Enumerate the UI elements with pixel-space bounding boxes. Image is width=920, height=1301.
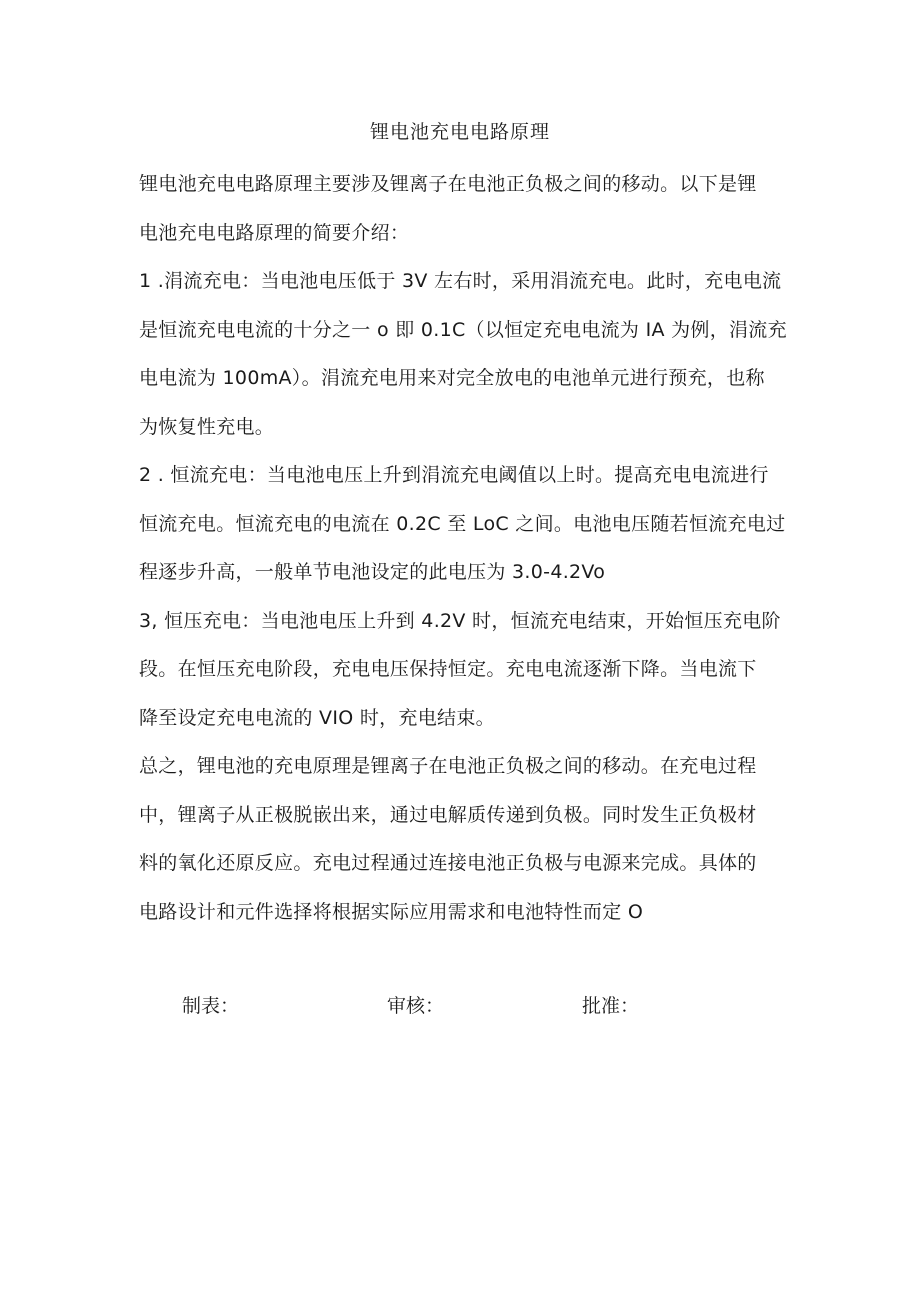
text-line: 2 . 恒流充电：当电池电压上升到涓流充电阈值以上时。提高充电电流进行	[139, 464, 769, 486]
text-line: 降至设定充电电流的 VIO 时，充电结束。	[139, 706, 495, 729]
text-line: 1 .涓流充电：当电池电压低于 3V 左右时，采用涓流充电。此时，充电电流	[139, 270, 782, 292]
paragraph-intro	[139, 160, 784, 257]
document-title: 锂电池充电电路原理	[369, 121, 550, 143]
text-line: 电路设计和元件选择将根据实际应用需求和电池特性而定 O	[139, 900, 644, 923]
text-line: 为恢复性充电。	[139, 415, 275, 438]
signature-row	[0, 990, 920, 1022]
text-line: 段。在恒压充电阶段，充电电压保持恒定。充电电流逐渐下降。当电流下	[139, 658, 757, 680]
paragraph-constant-voltage	[139, 597, 784, 743]
text-line: 电电流为 100mA）。涓流充电用来对完全放电的电池单元进行预充，也称	[139, 367, 765, 389]
signature-approver-label: 批准：	[582, 995, 640, 1017]
text-line: 锂电池充电电路原理主要涉及锂离子在电池正负极之间的移动。以下是锂	[139, 173, 757, 195]
text-line: 3, 恒压充电：当电池电压上升到 4.2V 时，恒流充电结束，开始恒压充电阶	[139, 609, 781, 632]
paragraph-summary	[139, 742, 784, 936]
signature-reviewer-label: 审核：	[387, 995, 445, 1017]
signature-maker-label: 制表：	[182, 995, 240, 1017]
document-body	[139, 160, 787, 936]
text-line: 电池充电电路原理的简要介绍：	[139, 221, 410, 244]
text-line: 总之，锂电池的充电原理是锂离子在电池正负极之间的移动。在充电过程	[139, 755, 757, 777]
text-line: 中，锂离子从正极脱嵌出来，通过电解质传递到负极。同时发生正负极材	[139, 803, 757, 826]
text-line: 程逐步升高，一般单节电池设定的此电压为 3.0-4.2Vo	[139, 561, 606, 583]
paragraph-trickle-charge	[139, 257, 787, 451]
text-line: 恒流充电。恒流充电的电流在 0.2C 至 LoC 之间。电池电压随若恒流充电过	[139, 512, 786, 535]
text-line: 是恒流充电电流的十分之一 o 即 0.1C（以恒定充电电流为 IA 为例，涓流充	[139, 318, 787, 341]
text-line: 料的氧化还原反应。充电过程通过连接电池正负极与电源来完成。具体的	[139, 852, 757, 874]
paragraph-constant-current	[139, 451, 784, 597]
